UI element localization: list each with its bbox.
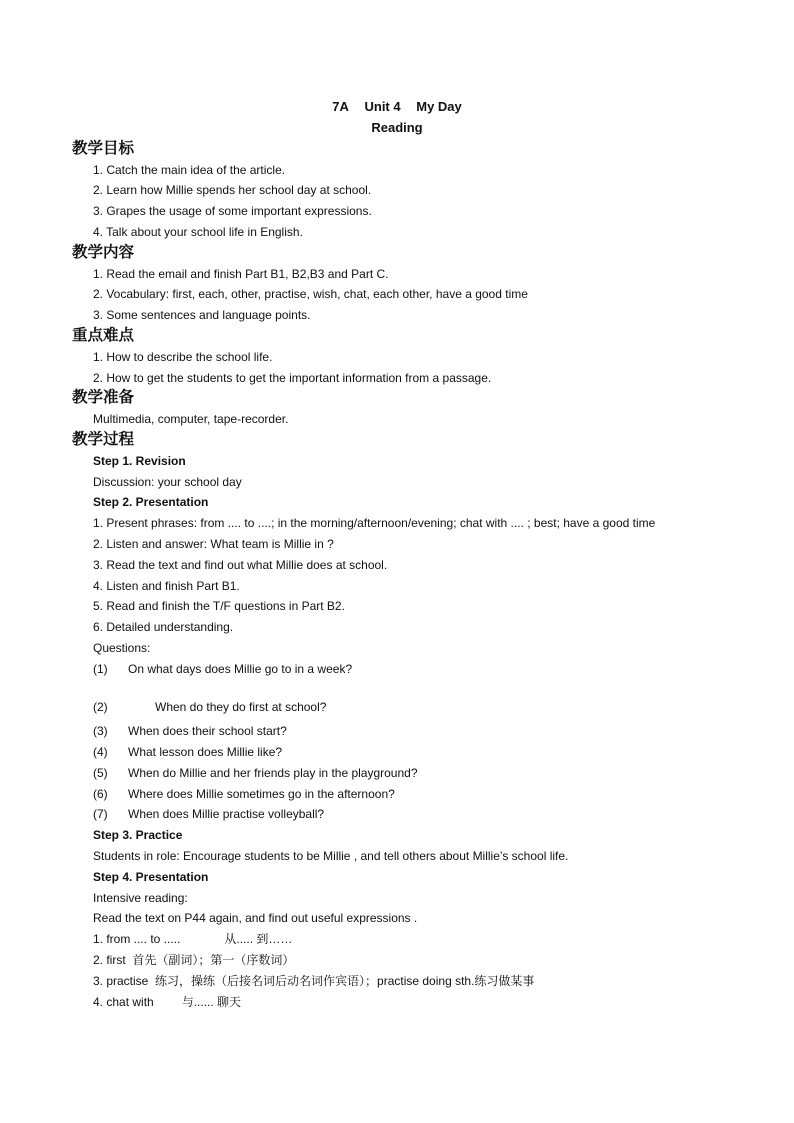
- question-number: (6): [93, 787, 108, 801]
- question-item: [93, 806, 324, 822]
- document-subtitle: Reading: [371, 120, 423, 135]
- question-item: [93, 723, 287, 739]
- expression-zh: 练习，操练（后接名词后动名词作宾语）；practise doing sth.练习做某事: [155, 974, 535, 988]
- preparation-text: Multimedia, computer, tape-recorder.: [93, 412, 289, 426]
- expression-item: [93, 994, 241, 1010]
- step1-title: Step 1. Revision: [93, 454, 186, 468]
- document-title: [0, 99, 794, 114]
- expression-item: [93, 952, 294, 968]
- expression-en: 3. practise: [93, 974, 149, 988]
- objective-item: 1. Catch the main idea of the article.: [93, 163, 286, 177]
- question-number: (2): [93, 700, 108, 714]
- question-number: (1): [93, 662, 108, 676]
- question-number: (4): [93, 745, 108, 759]
- expression-en: 2. first: [93, 953, 126, 967]
- step2-item: 5. Read and finish the T/F questions in Part B2.: [93, 599, 345, 613]
- question-text: What lesson does Millie like?: [128, 745, 283, 759]
- expression-zh: 首先（副词）；第一（序数词）: [132, 953, 295, 967]
- step2-item: 2. Listen and answer: What team is Millie in ?: [93, 537, 334, 551]
- step2-item: 6. Detailed understanding.: [93, 620, 234, 634]
- expression-en: 4. chat with: [93, 995, 154, 1009]
- step2-item: 3. Read the text and find out what Millie does at school.: [93, 558, 388, 572]
- question-item: [93, 765, 418, 781]
- question-text: Where does Millie sometimes go in the afternoon?: [128, 787, 395, 801]
- key-points-heading: 重点难点: [72, 326, 135, 344]
- grade-label: 7A: [332, 99, 349, 114]
- preparation-heading: 教学准备: [72, 388, 135, 406]
- step3-text: Students in role: Encourage students to be Millie , and tell others about Millie’s school life.: [93, 849, 569, 863]
- process-heading: 教学过程: [72, 430, 135, 448]
- step1-text: Discussion: your school day: [93, 475, 242, 489]
- question-text: When do Millie and her friends play in the playground?: [128, 766, 418, 780]
- expression-item: [93, 931, 292, 947]
- question-text: When do they do first at school?: [155, 700, 327, 714]
- question-item: [93, 699, 326, 715]
- unit-name: My Day: [416, 99, 462, 114]
- step2-title: Step 2. Presentation: [93, 495, 209, 509]
- content-item: 2. Vocabulary: first, each, other, practise, wish, chat, each other, have a good time: [93, 287, 528, 301]
- unit-label: Unit 4: [364, 99, 401, 114]
- objective-item: 2. Learn how Millie spends her school day at school.: [93, 183, 372, 197]
- content-heading: 教学内容: [72, 243, 135, 261]
- question-number: (5): [93, 766, 108, 780]
- questions-label: Questions:: [93, 641, 151, 655]
- content-item: 3. Some sentences and language points.: [93, 308, 311, 322]
- question-number: (7): [93, 807, 108, 821]
- question-item: [93, 786, 395, 802]
- objective-item: 4. Talk about your school life in English.: [93, 225, 303, 239]
- step2-item: 4. Listen and finish Part B1.: [93, 579, 240, 593]
- question-item: [93, 744, 282, 760]
- step4-intro: Intensive reading:: [93, 891, 188, 905]
- step4-title: Step 4. Presentation: [93, 870, 209, 884]
- key-point-item: 1. How to describe the school life.: [93, 350, 273, 364]
- question-text: When does their school start?: [128, 724, 287, 738]
- step3-title: Step 3. Practice: [93, 828, 183, 842]
- question-text: On what days does Millie go to in a week?: [128, 662, 353, 676]
- objective-item: 3. Grapes the usage of some important expressions.: [93, 204, 372, 218]
- expression-en: 1. from .... to .....: [93, 932, 181, 946]
- question-text: When does Millie practise volleyball?: [128, 807, 325, 821]
- step4-text: Read the text on P44 again, and find out useful expressions .: [93, 911, 418, 925]
- expression-zh: 从..... 到……: [224, 932, 293, 946]
- expression-item: [93, 973, 534, 989]
- step2-item: 1. Present phrases: from .... to ....; in the morning/afternoon/evening; chat with .... ; best; have a good time: [93, 516, 656, 530]
- objectives-heading: 教学目标: [72, 139, 135, 157]
- question-number: (3): [93, 724, 108, 738]
- content-item: 1. Read the email and finish Part B1, B2,B3 and Part C.: [93, 267, 389, 281]
- question-item: [93, 661, 352, 677]
- expression-zh: 与...... 聊天: [181, 995, 242, 1009]
- key-point-item: 2. How to get the students to get the important information from a passage.: [93, 371, 492, 385]
